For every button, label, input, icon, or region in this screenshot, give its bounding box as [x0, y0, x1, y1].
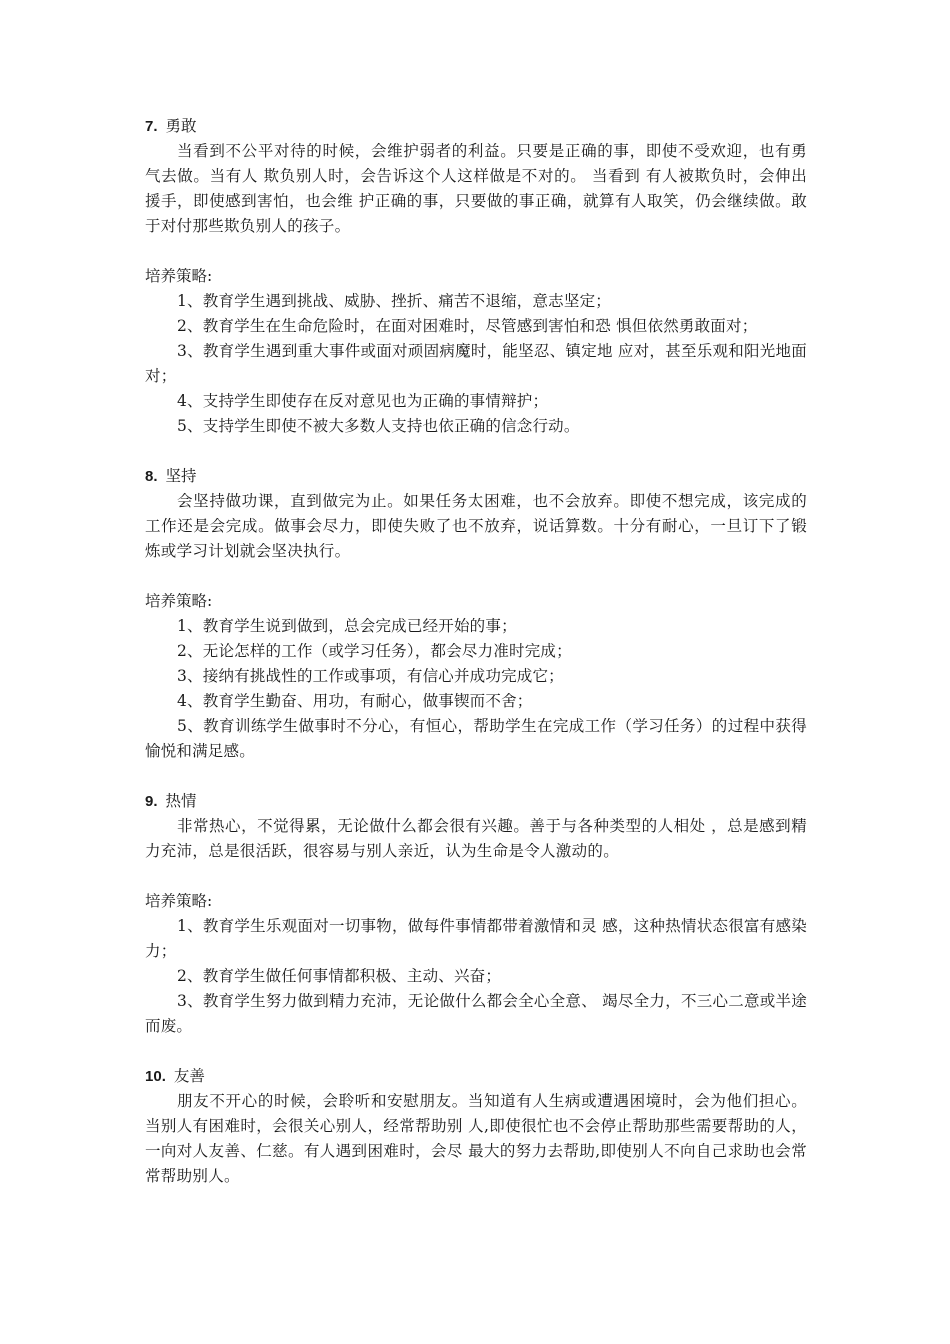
section-heading: [145, 114, 807, 139]
section-heading: [145, 1064, 807, 1089]
section-number: 9: [145, 793, 154, 810]
section-number: 10: [145, 1068, 162, 1085]
section-kindness: [145, 1064, 807, 1189]
section-number-separator: .: [153, 468, 158, 485]
section-persistence: [145, 464, 807, 789]
strategy-item: 4、支持学生即使存在反对意见也为正确的事情辩护；: [177, 392, 549, 410]
section-heading: [145, 789, 807, 814]
section-title: 勇敢: [165, 117, 197, 135]
strategy-item: 3、教育学生遇到重大事件或面对顽固病魔时，能坚忍、镇定地 应对，甚至乐观和阳光地面对；: [145, 342, 807, 385]
strategy-item: 2、无论怎样的工作（或学习任务），都会尽力准时完成；: [177, 642, 572, 660]
section-number-separator: .: [153, 793, 158, 810]
section-description: 会坚持做功课，直到做完为止。如果任务太困难，也不会放弃。即使不想完成，该完成的工作还是会完成。做事会尽力，即使失败了也不放弃，说话算数。十分有耐心，一旦订下了锻炼或学习计划就会坚决执行。: [145, 492, 807, 560]
strategy-label: 培养策略:: [145, 267, 213, 285]
document-body: [145, 114, 807, 1189]
strategy-item: 1、教育学生乐观面对一切事物，做每件事情都带着激情和灵 感，这种热情状态很富有感染力；: [145, 917, 807, 960]
strategy-label: 培养策略:: [145, 592, 213, 610]
strategy-item: 5、教育训练学生做事时不分心，有恒心，帮助学生在完成工作（学习任务）的过程中获得愉悦和满足感。: [145, 717, 807, 760]
strategy-item: 3、接纳有挑战性的工作或事项，有信心并成功完成它；: [177, 667, 564, 685]
section-number-separator: .: [153, 118, 158, 135]
strategy-item: 4、教育学生勤奋、用功，有耐心，做事锲而不舍；: [177, 692, 533, 710]
strategy-label: 培养策略:: [145, 892, 213, 910]
section-heading: [145, 464, 807, 489]
section-number: 7: [145, 118, 154, 135]
strategy-item: 1、教育学生遇到挑战、威胁、挫折、痛苦不退缩，意志坚定；: [177, 292, 611, 310]
section-title: 友善: [173, 1067, 205, 1085]
section-description: 当看到不公平对待的时候，会维护弱者的利益。只要是正确的事，即使不受欢迎，也有勇气去做。当有人 欺负别人时，会告诉这个人这样做是不对的。 当看到 有人被欺负时，会伸出援手，即使感到害怕，也会维 护正确的事，只要做的事正确，就算有人取笑，仍会继续做。敢于对付那些欺负别人的孩子。: [145, 142, 807, 235]
strategy-item: 3、教育学生努力做到精力充沛，无论做什么都会全心全意、 竭尽全力，不三心二意或半途而废。: [145, 992, 807, 1035]
section-description: 朋友不开心的时候，会聆听和安慰朋友。当知道有人生病或遭遇困境时，会为他们担心。当别人有困难时，会很关心别人，经常帮助别 人,即使很忙也不会停止帮助那些需要帮助的人，一向对人友善、仁慈。有人遇到困难时，会尽 最大的努力去帮助,即使别人不向自己求助也会常常帮助别人。: [145, 1092, 807, 1185]
strategy-item: 1、教育学生说到做到，总会完成已经开始的事；: [177, 617, 517, 635]
section-description: 非常热心，不觉得累，无论做什么都会很有兴趣。善于与各种类型的人相处 ，总是感到精力充沛，总是很活跃，很容易与别人亲近，认为生命是令人激动的。: [145, 817, 807, 860]
strategy-item: 2、教育学生做任何事情都积极、主动、兴奋；: [177, 967, 502, 985]
section-title: 热情: [165, 792, 197, 810]
strategy-item: 2、教育学生在生命危险时，在面对困难时，尽管感到害怕和恐 惧但依然勇敢面对；: [177, 317, 758, 335]
section-courage: [145, 114, 807, 464]
section-title: 坚持: [165, 467, 197, 485]
section-enthusiasm: [145, 789, 807, 1064]
section-number-separator: .: [161, 1068, 166, 1085]
strategy-item: 5、支持学生即使不被大多数人支持也依正确的信念行动。: [177, 417, 580, 435]
section-number: 8: [145, 468, 154, 485]
